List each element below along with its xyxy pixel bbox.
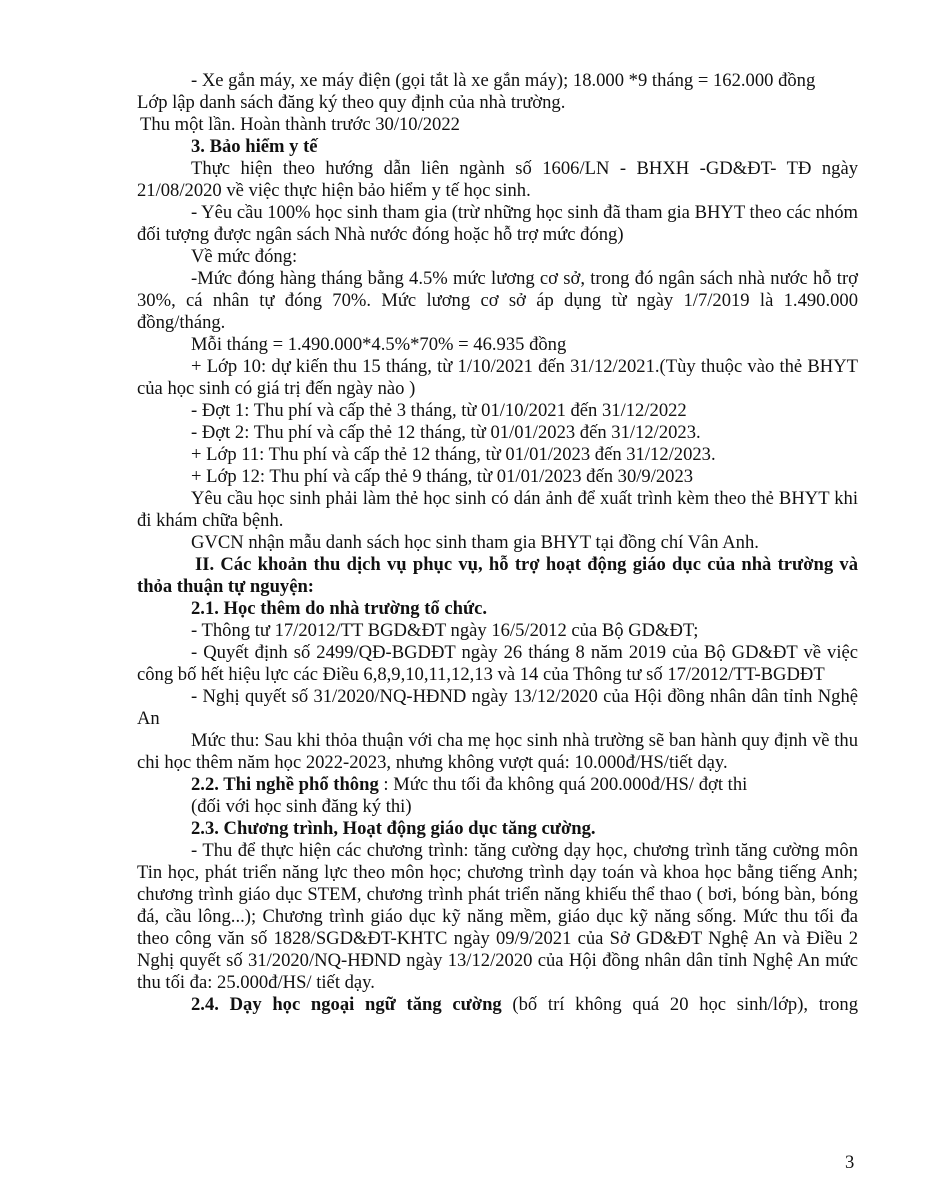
paragraph-phase-2: - Đợt 2: Thu phí và cấp thẻ 12 tháng, từ 01/01/2023 đến 31/12/2023. [191,422,701,443]
paragraph-grade-11: + Lớp 11: Thu phí và cấp thẻ 12 tháng, từ 01/01/2023 đến 31/12/2023. [191,444,716,465]
paragraph-contribution-rate: -Mức đóng hàng tháng bằng 4.5% mức lương cơ sở, trong đó ngân sách nhà nước hỗ trợ 30%, cá nhân tự đóng 70%. Mức lương cơ sở áp dụng từ ngày 1/7/2019 là 1.490.000 đồng/tháng. [137,268,858,333]
heading-2-3-number: 2.3 [191,818,215,839]
paragraph-2-2-note: (đối với học sinh đăng ký thi) [191,796,412,817]
paragraph-student-card: Yêu cầu học sinh phải làm thẻ học sinh có dán ảnh để xuất trình kèm theo thẻ BHYT khi đi khám chữa bệnh. [137,488,858,531]
heading-2-3-title: . Chương trình, Hoạt động giáo dục tăng cường. [214,818,596,839]
paragraph-fee-2-1: Mức thu: Sau khi thỏa thuận với cha mẹ học sinh nhà trường sẽ ban hành quy định về thu chi học thêm năm học 2022-2023, nhưng không vượt quá: 10.000đ/HS/tiết dạy. [137,730,858,773]
paragraph-resolution: - Nghị quyết số 31/2020/NQ-HĐND ngày 13/12/2020 của Hội đồng nhân dân tỉnh Nghệ An [137,686,858,729]
paragraph-grade-12: + Lớp 12: Thu phí và cấp thẻ 9 tháng, từ 01/01/2023 đến 30/9/2023 [191,466,694,487]
paragraph-monthly-amount: Mỗi tháng = 1.490.000*4.5%*70% = 46.935 đồng [191,334,567,355]
paragraph-2-3 [137,818,858,840]
paragraph-grade-10: + Lớp 10: dự kiến thu 15 tháng, từ 1/10/2021 đến 31/12/2021.(Tùy thuộc vào thẻ BHYT của học sinh có giá trị đến ngày nào ) [137,356,858,399]
heading-section-ii: II. Các khoản thu dịch vụ phục vụ, hỗ trợ hoạt động giáo dục của nhà trường và thỏa thuận tự nguyện: [137,554,858,597]
paragraph-contribution-label: Về mức đóng: [191,246,298,267]
text-2-4: (bố trí không quá 20 học sinh/lớp), trong [501,994,858,1015]
paragraph-guideline: Thực hiện theo hướng dẫn liên ngành số 1606/LN - BHXH -GD&ĐT- TĐ ngày 21/08/2020 về việc thực hiện bảo hiểm y tế học sinh. [137,158,858,201]
heading-2-4: 2.4. Dạy học ngoại ngữ tăng cường [191,994,502,1015]
text-2-2: : Mức thu tối đa không quá 200.000đ/HS/ đợt thi [378,774,748,795]
paragraph-class-list: Lớp lập danh sách đăng ký theo quy định của nhà trường. [137,92,566,113]
paragraph-programs: - Thu để thực hiện các chương trình: tăng cường dạy học, chương trình tăng cường môn Tin học, phát triển năng lực theo môn học; chương trình dạy toán và khoa học bằng tiếng Anh; chương trình giáo dục STEM, chương trình phát triển năng khiếu thể thao ( bơi, bóng bàn, bóng đá, cầu lông...); Chương trình giáo dục kỹ năng mềm, giáo dục kỹ năng sống. Mức thu tối đa theo công văn số 1828/SGD&ĐT-KHTC ngày 09/9/2021 của Sở GD&ĐT Nghệ An và Điều 2 Nghị quyết số 31/2020/NQ-HĐND ngày 13/12/2020 của Hội đồng nhân dân tỉnh Nghệ An mức thu tối đa: 25.000đ/HS/ tiết dạy. [137,840,858,993]
heading-2-2: 2.2. Thi nghề phổ thông [191,774,379,795]
heading-2-1: 2.1. Học thêm do nhà trường tổ chức. [191,598,488,619]
document-page [137,70,858,1016]
paragraph-2-2 [137,774,858,796]
paragraph-homeroom-teacher: GVCN nhận mẫu danh sách học sinh tham gia BHYT tại đồng chí Vân Anh. [191,532,759,553]
page-number: 3 [845,1152,855,1173]
paragraph-motorbike-fee: - Xe gắn máy, xe máy điện (gọi tắt là xe gắn máy); 18.000 *9 tháng = 162.000 đồng [191,70,816,91]
paragraph-100-percent: - Yêu cầu 100% học sinh tham gia (trừ những học sinh đã tham gia BHYT theo các nhóm đối tượng được ngân sách Nhà nước đóng hoặc hỗ trợ mức đóng) [137,202,858,245]
paragraph-circular: - Thông tư 17/2012/TT BGD&ĐT ngày 16/5/2012 của Bộ GD&ĐT; [191,620,699,641]
paragraph-decision: - Quyết định số 2499/QĐ-BGDĐT ngày 26 tháng 8 năm 2019 của Bộ GD&ĐT về việc công bố hết hiệu lực các Điều 6,8,9,10,11,12,13 và 14 của Thông tư số 17/2012/TT-BGDĐT [137,642,858,685]
paragraph-collect-once: Thu một lần. Hoàn thành trước 30/10/2022 [140,114,460,135]
paragraph-phase-1: - Đợt 1: Thu phí và cấp thẻ 3 tháng, từ 01/10/2021 đến 31/12/2022 [191,400,687,421]
heading-health-insurance: 3. Bảo hiểm y tế [191,136,318,157]
paragraph-2-4 [137,994,858,1016]
